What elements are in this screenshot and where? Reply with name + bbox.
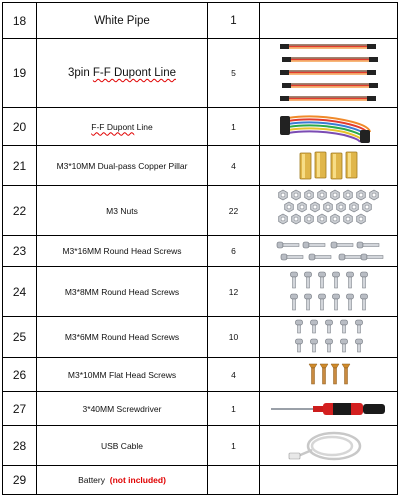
item-quantity: 12 <box>208 267 260 317</box>
item-number: 19 <box>3 39 37 108</box>
item-image-cell <box>260 317 398 358</box>
item-image-cell <box>260 236 398 267</box>
item-number: 27 <box>3 392 37 426</box>
item-image-cell <box>260 146 398 186</box>
item-name: White Pipe <box>37 3 208 39</box>
item-name <box>37 108 208 146</box>
item-name-flagged: F-F Dupont <box>91 121 135 132</box>
item-quantity: 5 <box>208 39 260 108</box>
item-image-cell <box>260 466 398 495</box>
item-image-cell <box>260 392 398 426</box>
item-quantity: 10 <box>208 317 260 358</box>
m3-16mm-screws-image <box>273 238 385 264</box>
item-image-cell <box>260 358 398 392</box>
table-row <box>3 39 398 108</box>
item-name-flagged: F-F Dupont Line <box>92 67 177 79</box>
copper-pillars-image <box>294 149 364 183</box>
table-row <box>3 317 398 358</box>
item-quantity: 6 <box>208 236 260 267</box>
item-quantity: 4 <box>208 358 260 392</box>
parts-table <box>2 2 398 495</box>
item-image-cell <box>260 426 398 466</box>
dupont-ribbon-cable-image <box>274 110 384 144</box>
table-row <box>3 392 398 426</box>
item-name <box>37 466 208 495</box>
table-row <box>3 466 398 495</box>
item-name: M3*10MM Dual-pass Copper Pillar <box>37 146 208 186</box>
item-number: 29 <box>3 466 37 495</box>
item-image-cell <box>260 39 398 108</box>
m3-6mm-screws-image <box>289 318 369 356</box>
table-row <box>3 267 398 317</box>
item-number: 25 <box>3 317 37 358</box>
item-quantity: 4 <box>208 146 260 186</box>
item-name: USB Cable <box>37 426 208 466</box>
item-number: 21 <box>3 146 37 186</box>
item-quantity: 1 <box>208 392 260 426</box>
item-name: M3 Nuts <box>37 186 208 236</box>
item-image-cell <box>260 267 398 317</box>
table-row <box>3 108 398 146</box>
m3-nuts-image <box>273 188 385 234</box>
item-number: 26 <box>3 358 37 392</box>
item-quantity: 22 <box>208 186 260 236</box>
table-row <box>3 146 398 186</box>
m3-8mm-screws-image <box>284 269 374 315</box>
item-image-cell <box>260 186 398 236</box>
not-included-note: (not included) <box>109 475 166 485</box>
table-row <box>3 236 398 267</box>
item-name: M3*8MM Round Head Screws <box>37 267 208 317</box>
item-name-prefix: 3pin <box>67 67 93 79</box>
item-number: 22 <box>3 186 37 236</box>
item-name: M3*10MM Flat Head Screws <box>37 358 208 392</box>
item-number: 23 <box>3 236 37 267</box>
item-number: 28 <box>3 426 37 466</box>
usb-cable-image <box>284 428 374 464</box>
screwdriver-image <box>269 397 389 421</box>
item-number: 20 <box>3 108 37 146</box>
item-name-text: Battery <box>78 475 105 485</box>
item-image-cell <box>260 108 398 146</box>
item-name: M3*16MM Round Head Screws <box>37 236 208 267</box>
item-quantity <box>208 466 260 495</box>
table-row <box>3 358 398 392</box>
flat-head-screws-image <box>304 360 354 390</box>
table-row <box>3 426 398 466</box>
item-name: M3*6MM Round Head Screws <box>37 317 208 358</box>
item-name: 3*40MM Screwdriver <box>37 392 208 426</box>
dupont-3pin-cables-image <box>274 42 384 104</box>
table-row <box>3 3 398 39</box>
item-quantity: 1 <box>208 3 260 39</box>
item-quantity: 1 <box>208 108 260 146</box>
item-number: 24 <box>3 267 37 317</box>
item-quantity: 1 <box>208 426 260 466</box>
table-row <box>3 186 398 236</box>
item-name <box>37 39 208 108</box>
item-number: 18 <box>3 3 37 39</box>
item-name-suffix: Line <box>134 121 153 132</box>
item-image-cell <box>260 3 398 39</box>
